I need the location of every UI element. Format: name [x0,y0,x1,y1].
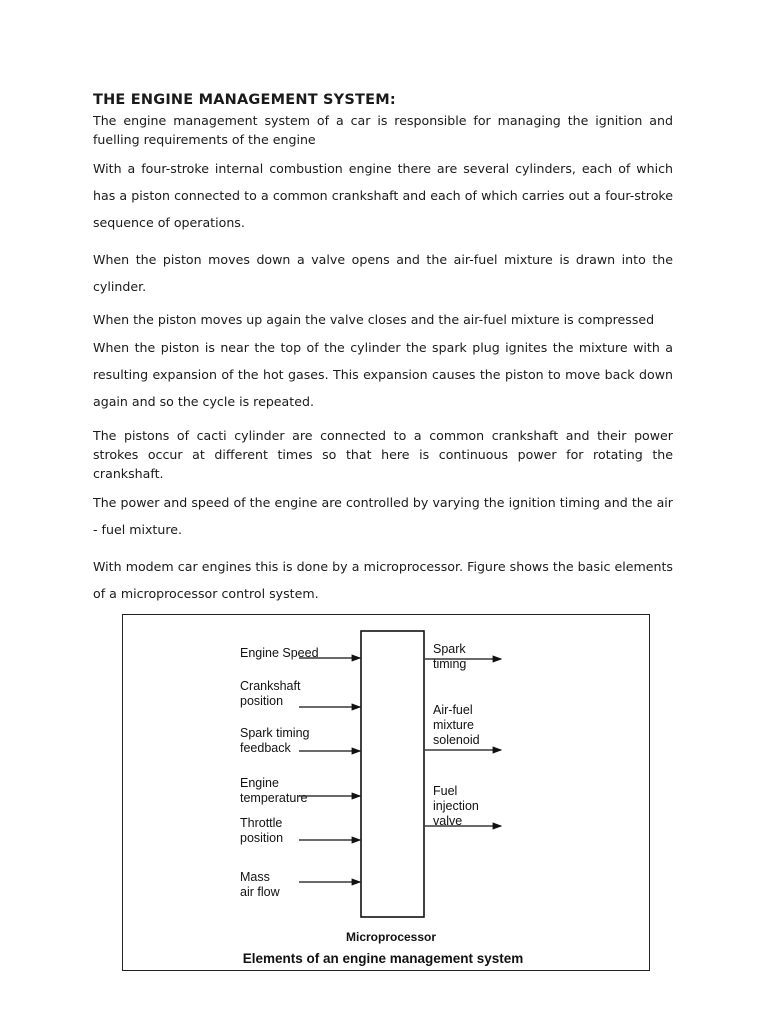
paragraph-4: When the piston moves up again the valve closes and the air-fuel mixture is compressed [93,312,655,327]
diagram-svg [123,615,651,972]
figure-caption: Elements of an engine management system [242,951,524,966]
paragraph-5: When the piston is near the top of the cylinder the spark plug ignites the mixture with a resulting expansion of the hot gases. This expansion causes the piston to move back down again and so the cycle is repeated. [93,340,673,409]
document-body [93,92,673,607]
input-label-3-line-2: feedback [240,741,291,755]
output-label-1-line-1: Spark [433,642,466,656]
output-label-3-line-3: valve [433,814,463,828]
input-label-5-line-2: position [240,831,284,845]
microprocessor-block [361,631,424,917]
input-label-6-line-2: air flow [240,885,280,899]
input-label-2-line-2: position [240,694,284,708]
output-label-2-line-2: mixture [433,718,474,732]
paragraph-8: With modem car engines this is done by a microprocessor. Figure shows the basic elements of a microprocessor control system. [93,559,673,601]
document-title: THE ENGINE MANAGEMENT SYSTEM: [93,92,396,108]
paragraph-3: When the piston moves down a valve opens and the air-fuel mixture is drawn into the cylinder. [93,252,673,294]
output-label-2-line-1: Air-fuel [433,703,473,717]
engine-management-diagram [122,614,650,971]
paragraph-6: The pistons of cacti cylinder are connected to a common crankshaft and their power strokes occur at different times so that here is continuous power for rotating the crankshaft. [93,428,673,481]
microprocessor-label: Microprocessor [345,930,437,944]
input-label-3-line-1: Spark timing [240,726,310,740]
output-label-2-line-3: solenoid [433,733,480,747]
paragraph-1: The engine management system of a car is responsible for managing the ignition and fuelling requirements of the engine [93,113,673,147]
input-label-5-line-1: Throttle [240,816,283,830]
output-label-3-line-2: injection [433,799,479,813]
input-label-1-line-1: Engine Speed [240,646,319,660]
paragraph-7: The power and speed of the engine are controlled by varying the ignition timing and the air - fuel mixture. [93,495,673,537]
input-label-2-line-1: Crankshaft [240,679,301,693]
input-label-6-line-1: Mass [240,870,270,884]
input-label-4-line-2: temperature [240,791,308,805]
input-label-4-line-1: Engine [240,776,279,790]
output-label-3-line-1: Fuel [433,784,458,798]
paragraph-2: With a four-stroke internal combustion engine there are several cylinders, each of which has a piston connected to a common crankshaft and each of which carries out a four-stroke sequence of operations. [93,161,673,230]
output-label-1-line-2: timing [433,657,467,671]
